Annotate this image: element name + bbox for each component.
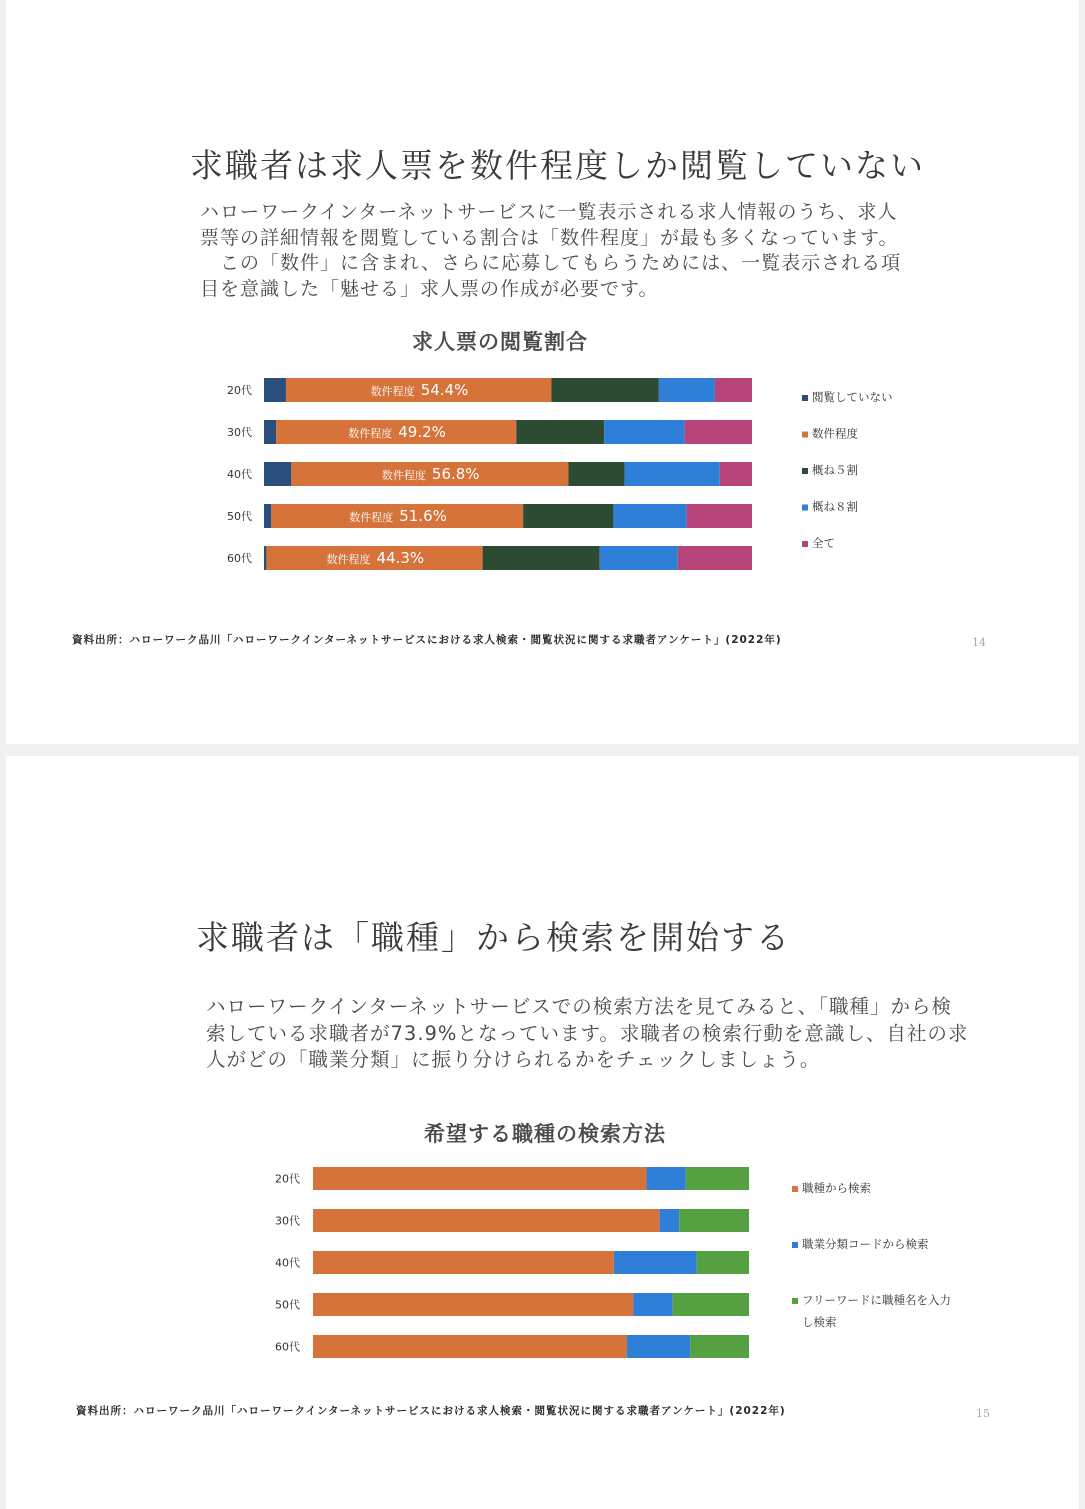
bar-segment xyxy=(697,1251,749,1274)
body-line: 目を意識した「魅せる」求人票の作成が必要です。 xyxy=(200,277,659,300)
y-tick-label: 60代 xyxy=(275,1340,300,1354)
data-label-prefix: 数件程度 xyxy=(370,385,415,398)
bar-segment xyxy=(313,1335,627,1358)
y-tick-label: 40代 xyxy=(275,1256,300,1270)
bar-segment xyxy=(569,462,625,486)
page-number: 14 xyxy=(972,636,986,649)
bar-segment xyxy=(313,1293,633,1316)
bar-segment xyxy=(613,504,686,528)
bar-segment xyxy=(690,1335,749,1358)
bar-segment xyxy=(291,462,568,486)
data-label-prefix: 数件程度 xyxy=(326,553,371,566)
bar-segment xyxy=(523,504,613,528)
legend-swatch xyxy=(802,432,808,438)
legend-label: フリーワードに職種名を入力 xyxy=(802,1293,952,1307)
slide-title: 求職者は「職種」から検索を開始する xyxy=(196,918,791,957)
search-method-chart xyxy=(6,756,1079,1509)
data-label: 44.3% xyxy=(376,549,425,567)
bar-segment xyxy=(659,378,715,402)
bar-segment xyxy=(660,1209,680,1232)
y-tick-label: 50代 xyxy=(275,1298,300,1312)
bar-segment xyxy=(516,420,604,444)
bar-segment xyxy=(633,1293,672,1316)
body-line: ハローワークインターネットサービスに一覧表示される求人情報のうち、求人 xyxy=(200,201,898,223)
data-label-prefix: 数件程度 xyxy=(349,511,394,524)
y-tick-label: 30代 xyxy=(275,1214,300,1228)
legend-label: 概ね５割 xyxy=(812,463,858,477)
legend-swatch xyxy=(802,505,808,511)
y-tick-label: 20代 xyxy=(275,1172,300,1186)
body-line: ハローワークインターネットサービスでの検索方法を見てみると、「職種」から検 xyxy=(206,995,953,1018)
data-label-prefix: 数件程度 xyxy=(381,469,426,482)
bar-segment xyxy=(720,462,752,486)
source-note: 資料出所：ハローワーク品川「ハローワークインターネットサービスにおける求人検索・閲覧状況に関する求職者アンケート」(2022年) xyxy=(76,1405,786,1417)
data-label: 54.4% xyxy=(420,381,469,399)
bar-segment xyxy=(264,504,271,528)
bar-segment xyxy=(627,1335,690,1358)
bar-segment xyxy=(264,546,266,570)
bar-segment xyxy=(647,1167,686,1190)
bar-segment xyxy=(276,420,516,444)
chart-title: 求人票の閲覧割合 xyxy=(412,330,588,354)
slide-14 xyxy=(6,0,1079,744)
y-tick-label: 20代 xyxy=(227,384,252,397)
bar-segment xyxy=(313,1209,660,1232)
y-tick-label: 60代 xyxy=(227,552,252,565)
legend-swatch xyxy=(792,1298,798,1304)
bar-segment xyxy=(264,378,286,402)
bar-segment xyxy=(686,1167,749,1190)
legend-label: 全て xyxy=(812,536,835,550)
chart-title: 希望する職種の検索方法 xyxy=(424,1122,666,1146)
y-tick-label: 30代 xyxy=(227,426,252,439)
bar-segment xyxy=(286,378,551,402)
bar-segment xyxy=(600,546,678,570)
legend-label: 閲覧していない xyxy=(812,390,893,404)
legend-label: 職業分類コードから検索 xyxy=(802,1237,929,1251)
body-line: この「数件」に含まれ、さらに応募してもらうためには、一覧表示される項 xyxy=(200,252,902,274)
legend-swatch xyxy=(802,541,808,547)
data-label: 51.6% xyxy=(399,507,447,525)
legend-label: し検索 xyxy=(802,1315,837,1329)
bar-segment xyxy=(271,504,523,528)
legend-swatch xyxy=(792,1186,798,1192)
bar-segment xyxy=(625,462,720,486)
slide-15 xyxy=(6,756,1079,1509)
legend-swatch xyxy=(802,468,808,474)
source-note: 資料出所：ハローワーク品川「ハローワークインターネットサービスにおける求人検索・閲覧状況に関する求職者アンケート」(2022年) xyxy=(72,634,782,646)
bar-segment xyxy=(313,1251,614,1274)
y-tick-label: 40代 xyxy=(227,468,252,481)
legend-label: 概ね８割 xyxy=(812,499,858,514)
legend-swatch xyxy=(802,395,808,401)
page-number: 15 xyxy=(976,1407,990,1420)
legend-label: 職種から検索 xyxy=(802,1181,871,1195)
body-line: 索している求職者が73.9%となっています。求職者の検索行動を意識し、自社の求 xyxy=(206,1021,969,1045)
y-tick-label: 50代 xyxy=(227,510,252,523)
data-label-prefix: 数件程度 xyxy=(348,427,393,440)
bar-segment xyxy=(679,1209,749,1232)
bar-segment xyxy=(687,504,752,528)
body-line: 票等の詳細情報を閲覧している割合は「数件程度」が最も多くなっています。 xyxy=(200,226,899,249)
legend-label: 数件程度 xyxy=(812,426,858,441)
bar-segment xyxy=(715,378,752,402)
bar-segment xyxy=(266,546,482,570)
bar-segment xyxy=(685,420,752,444)
bar-segment xyxy=(264,420,276,444)
data-label: 56.8% xyxy=(431,465,480,483)
bar-segment xyxy=(264,462,291,486)
slide-title: 求職者は求人票を数件程度しか閲覧していない xyxy=(190,146,925,185)
bar-segment xyxy=(551,378,658,402)
legend-swatch xyxy=(792,1242,798,1248)
bar-segment xyxy=(313,1167,647,1190)
bar-segment xyxy=(614,1251,697,1274)
bar-segment xyxy=(483,546,600,570)
bar-segment xyxy=(604,420,685,444)
data-label: 49.2% xyxy=(398,423,446,441)
bar-segment xyxy=(673,1293,749,1316)
body-line: 人がどの「職業分類」に振り分けられるかをチェックしましょう。 xyxy=(206,1048,821,1071)
bar-segment xyxy=(678,546,752,570)
